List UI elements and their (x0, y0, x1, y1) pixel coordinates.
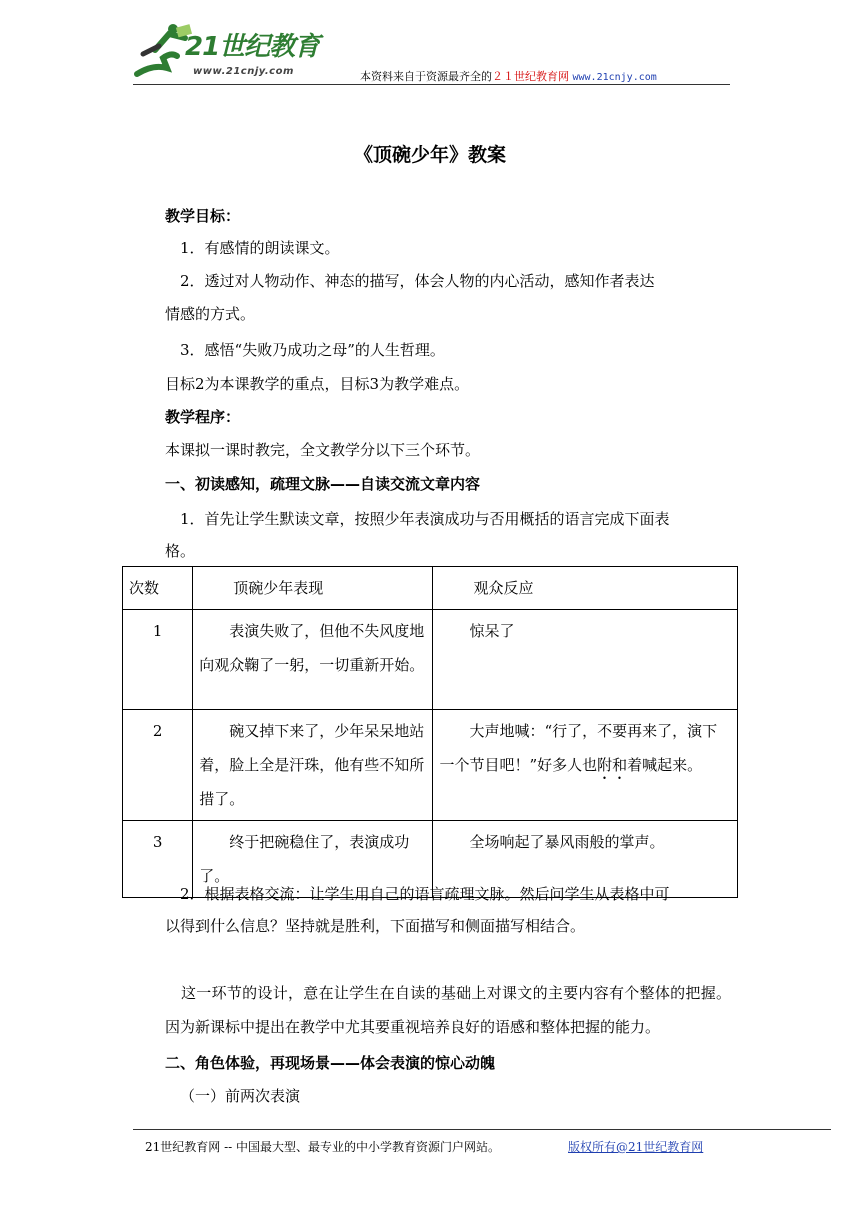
cell-text: 终于把碗稳住了，表演成功了。 (199, 833, 410, 885)
cell-text: 碗又掉下来了，少年呆呆地站着，脸上全是汗珠，他有些不知所措了。 (199, 722, 425, 808)
logo-url: www.21cnjy.com (193, 66, 294, 77)
goal-1: 1．有感情的朗读课文。 (180, 239, 340, 257)
section-1-step-1-line-2: 格。 (165, 542, 196, 560)
section-1-step-2-line-1: 2．根据表格交流：让学生用自己的语言疏理文脉。然后问学生从表格中可 (180, 885, 670, 903)
page-header (133, 22, 730, 86)
footer-text: 21世纪教育网 -- 中国最大型、最专业的中小学教育资源门户网站。 (145, 1140, 501, 1154)
footer-divider (133, 1129, 831, 1130)
table-cell-reaction (433, 610, 738, 710)
reaction-text-emphasis: 附和 (597, 756, 628, 774)
table-header-cell: 观众反应 (433, 567, 738, 610)
cell-text: 表演失败了，但他不失风度地向观众鞠了一躬，一切重新开始。 (199, 622, 425, 674)
table-cell-count: 1 (123, 610, 193, 710)
table-cell-count: 2 (123, 710, 193, 821)
table-header-cell: 顶碗少年表现 (193, 567, 433, 610)
table-cell-performance (193, 710, 433, 821)
table-header-cell: 次数 (123, 567, 193, 610)
goal-2-line-1: 2．透过对人物动作、神态的描写，体会人物的内心活动，感知作者表达 (180, 272, 655, 290)
logo-text: 21世纪教育 (185, 32, 320, 62)
copyright-link[interactable]: 版权所有@21世纪教育网 (568, 1140, 704, 1154)
header-divider (133, 84, 730, 85)
site-logo (133, 22, 333, 86)
header-note-site: ２１世纪教育网 (492, 70, 569, 83)
cell-text: 惊呆了 (469, 622, 515, 640)
table-cell-count: 3 (123, 821, 193, 898)
goal-3: 3．感悟“失败乃成功之母”的人生哲理。 (180, 341, 445, 359)
table-header-row (123, 567, 738, 610)
table-row (123, 710, 738, 821)
section-2-sub-1: （一）前两次表演 (180, 1087, 301, 1105)
design-note (165, 942, 731, 1044)
table-row (123, 610, 738, 710)
cell-text: 全场响起了暴风雨般的掌声。 (469, 833, 665, 851)
goal-2-line-2: 情感的方式。 (165, 305, 256, 323)
goal-note: 目标2为本课教学的重点，目标3为教学难点。 (165, 375, 470, 393)
running-figure-icon (133, 24, 193, 82)
design-note-text: 这一环节的设计，意在让学生在自读的基础上对课文的主要内容有个整体的把握。因为新课标中提出在教学中尤其要重视培养良好的语感和整体把握的能力。 (165, 984, 731, 1036)
document-title: 《顶碗少年》教案 (353, 144, 506, 166)
section-2-heading: 二、角色体验，再现场景——体会表演的惊心动魄 (165, 1054, 496, 1072)
procedure-intro: 本课拟一课时教完，全文教学分以下三个环节。 (165, 441, 481, 459)
section-1-step-1-line-1: 1．首先让学生默读文章，按照少年表演成功与否用概括的语言完成下面表 (180, 510, 670, 528)
cell-text (439, 714, 731, 783)
reaction-text-a: 大声地喊：“行了，不要再来了，演下一个节目吧！”好多人也 (439, 722, 718, 774)
procedure-heading: 教学程序： (165, 408, 241, 426)
performance-table (122, 566, 738, 898)
section-1-heading: 一、初读感知，疏理文脉——自读交流文章内容 (165, 475, 481, 493)
goals-heading: 教学目标： (165, 207, 241, 225)
header-note-prefix: 本资料来自于资源最齐全的 (360, 70, 492, 83)
header-note-url[interactable]: www.21cnjy.com (572, 72, 657, 83)
header-note (360, 68, 657, 84)
section-1-step-2-line-2: 以得到什么信息？坚持就是胜利，下面描写和侧面描写相结合。 (165, 917, 586, 935)
table-cell-performance (193, 610, 433, 710)
table-cell-reaction (433, 710, 738, 821)
reaction-text-c: 着喊起来。 (627, 756, 703, 774)
